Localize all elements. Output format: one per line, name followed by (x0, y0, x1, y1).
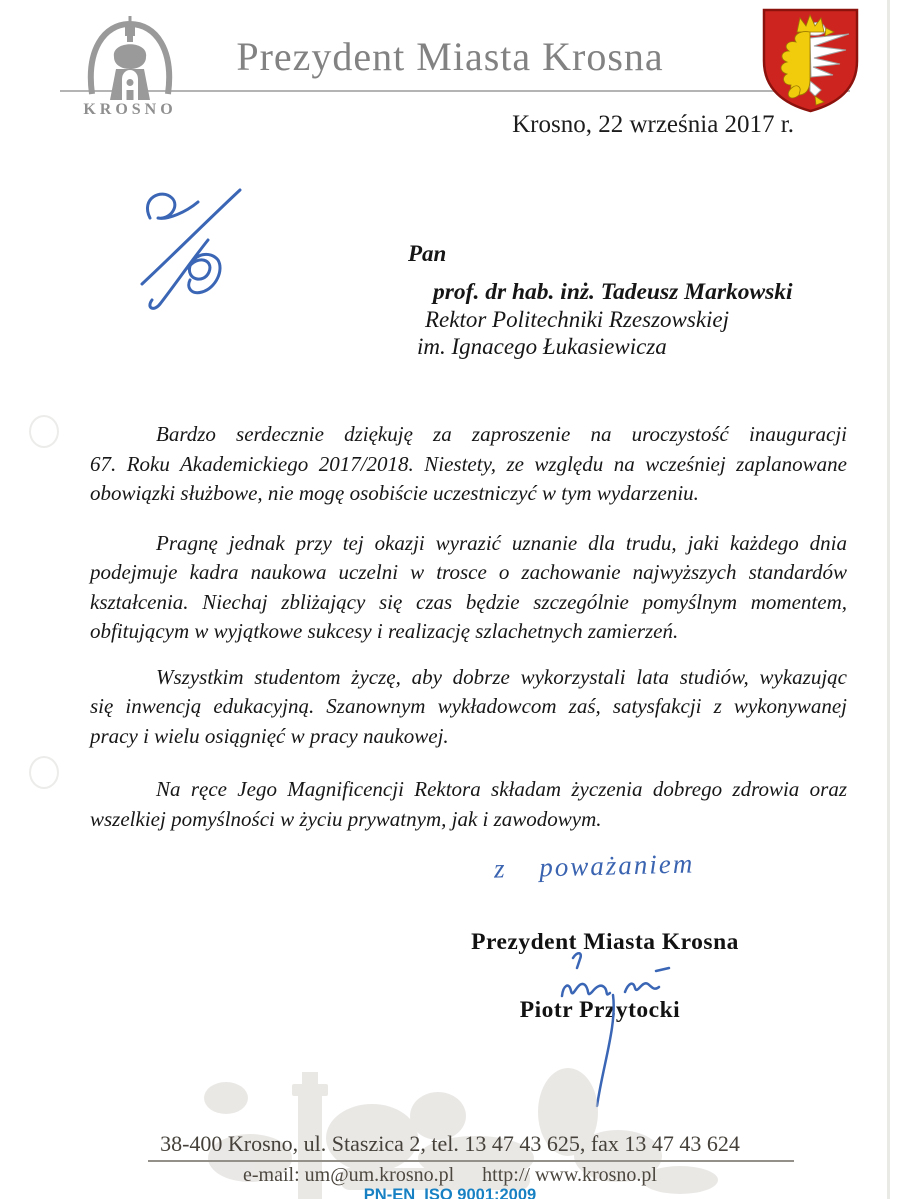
body-line: obfitującym w wyjątkowe sukcesy i realizację szlachetnych zamierzeń. (90, 619, 679, 643)
scan-artifact-line (887, 0, 890, 1199)
letter-body (90, 420, 847, 834)
body-line: obowiązki służbowe, nie mogę osobiście uczestniczyć w tym wydarzeniu. (90, 481, 699, 505)
paragraph (90, 420, 847, 509)
logo-caption: KROSNO (83, 101, 177, 118)
paragraph (90, 775, 847, 834)
footer-address: 38-400 Krosno, ul. Staszica 2, tel. 13 47 43 625, fax 13 47 43 624 (160, 1131, 740, 1156)
coat-of-arms-icon (757, 5, 864, 115)
handwritten-initials (112, 176, 262, 316)
signer-title: Prezydent Miasta Krosna (471, 929, 739, 955)
hole-punch-mark (29, 756, 59, 789)
footer-contact (0, 1164, 900, 1187)
paragraph (90, 663, 847, 752)
body-line: kształcenia. Niechaj zbliżający się czas będzie szczególnie pomyślnym momentem, (90, 589, 847, 614)
footer-certificate: PN-EN ISO 9001:2009 (363, 1186, 537, 1199)
body-line: pracy i wielu osiągnięć w pracy naukowej. (90, 723, 449, 748)
handwritten-closing: z poważaniem (493, 848, 695, 884)
body-line: podejmuje kadra naukowa uczelni w trosce o zachowanie najwyższych standardów (90, 560, 847, 584)
footer-email: e-mail: um@um.krosno.pl (243, 1164, 455, 1186)
body-line: Bardzo serdecznie dziękuję za zaproszenie na uroczystość inauguracji (156, 422, 847, 446)
hole-punch-mark (29, 415, 59, 448)
date-line: Krosno, 22 września 2017 r. (512, 111, 794, 138)
recipient-block (408, 241, 793, 360)
body-line: Pragnę jednak przy tej okazji wyrazić uznanie dla trudu, jaki każdego dnia (156, 530, 847, 555)
body-line: Wszystkim studentom życzę, aby dobrze wykorzystali lata studiów, wykazując (156, 664, 847, 689)
body-line: Na ręce Jego Magnificencji Rektora składam życzenia dobrego zdrowia oraz (156, 777, 847, 801)
footer-divider (148, 1160, 794, 1162)
recipient-title-line: Rektor Politechniki Rzeszowskiej (425, 307, 730, 332)
recipient-title-line: im. Ignacego Łukasiewicza (417, 334, 667, 359)
body-line: się inwencją edukacyjną. Szanownym wykładowcom zaś, satysfakcji z wykonywanej (90, 694, 847, 718)
recipient-salutation: Pan (408, 241, 447, 266)
signer-name: Piotr Przytocki (519, 997, 681, 1023)
recipient-name: prof. dr hab. inż. Tadeusz Markowski (433, 279, 793, 305)
page-title: Prezydent Miasta Krosna (236, 34, 664, 79)
body-line: wszelkiej pomyślności w życiu prywatnym, jak i zawodowym. (90, 806, 602, 831)
footer-website: http:// www.krosno.pl (482, 1164, 657, 1186)
body-line: 67. Roku Akademickiego 2017/2018. Niestety, ze względu na wcześniej zaplanowane (90, 451, 847, 476)
paragraph (90, 529, 847, 647)
